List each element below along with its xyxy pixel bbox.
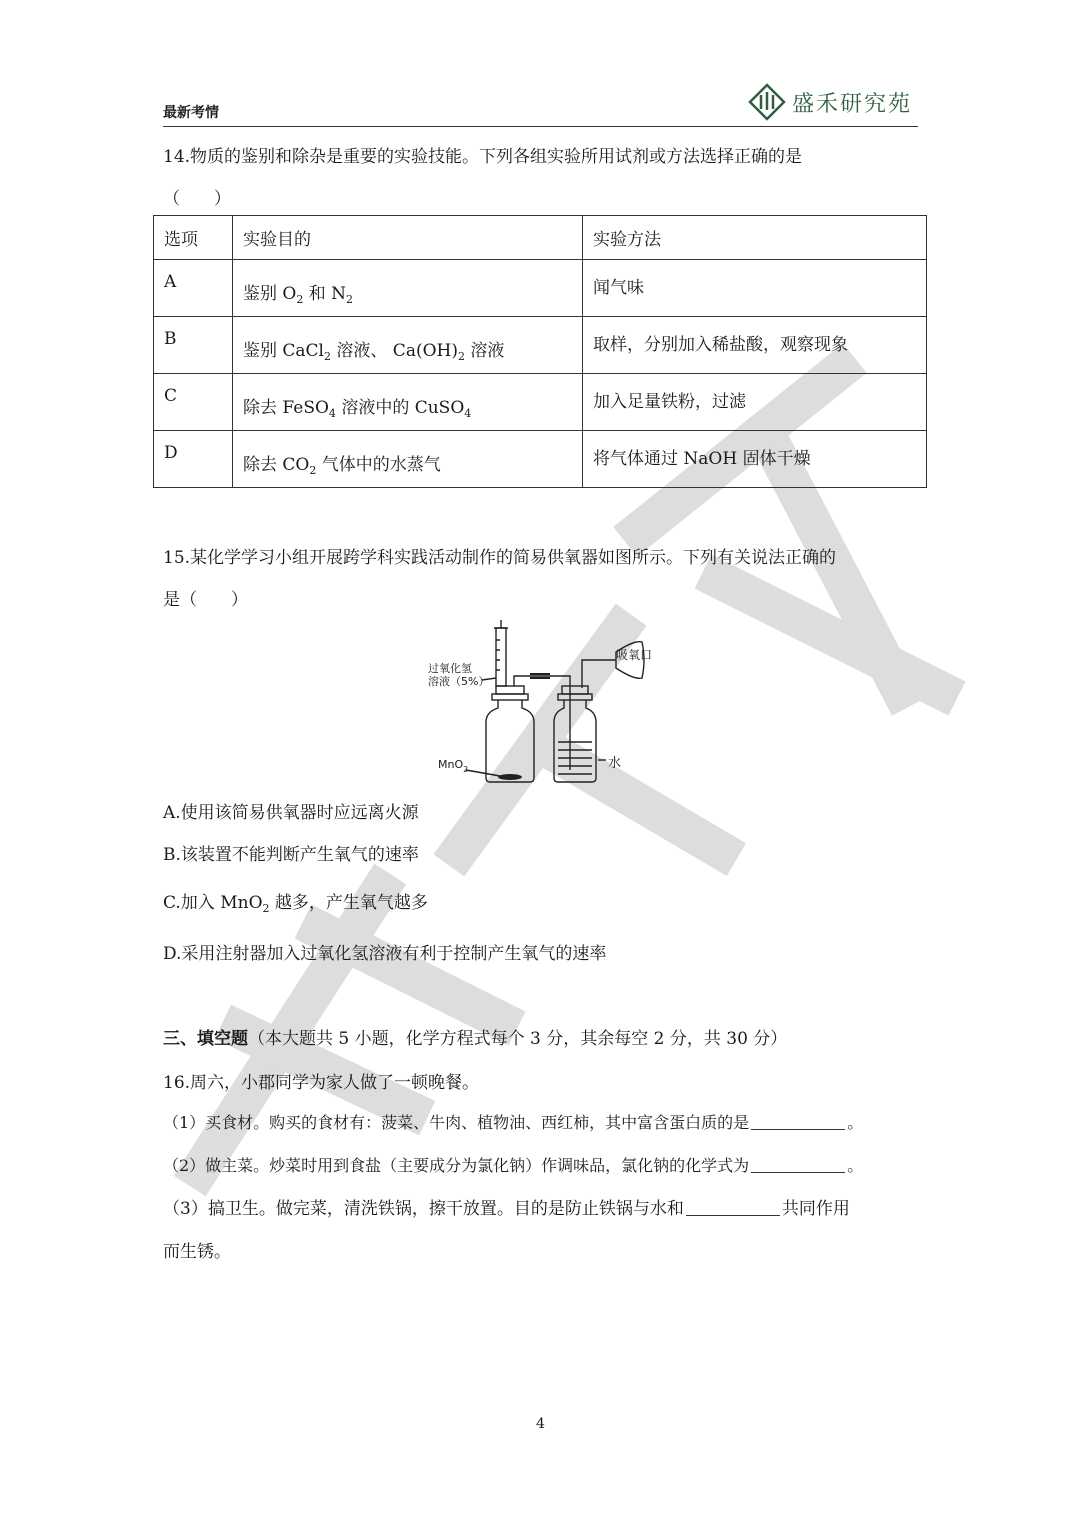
q15-option-c: C.加入 MnO$_2$ 越多，产生氧气越多 [163, 893, 428, 915]
table-header-method: 实验方法 [583, 216, 927, 260]
table-row [154, 260, 927, 317]
row-option: D [164, 443, 178, 463]
oxygen-generator-figure [420, 620, 670, 790]
row-option: A [164, 272, 177, 292]
table-row [154, 374, 927, 431]
mno2-label: MnO$_2$ [438, 758, 469, 774]
row-purpose: 除去 $CO_2$ 气体中的水蒸气 [243, 455, 441, 477]
syringe-label: 过氧化氢 溶液（5%） [428, 662, 490, 688]
q15-stem-line2: 是（ ） [163, 590, 248, 610]
row-method: 取样，分别加入稀盐酸，观察现象 [593, 335, 848, 355]
answer-blank[interactable] [686, 1199, 780, 1216]
logo-icon [748, 83, 786, 121]
row-option: C [164, 386, 178, 406]
page-number: 4 [536, 1416, 545, 1432]
answer-blank[interactable] [751, 1156, 845, 1173]
mouthpiece-label: 吸氧口 [616, 648, 653, 662]
water-label: 水 [608, 756, 622, 771]
row-option: B [164, 329, 177, 349]
row-purpose: 鉴别 CaCl$_2$ 溶液、 $Ca(OH)_2$ 溶液 [243, 341, 505, 363]
q14-stem: 14.物质的鉴别和除杂是重要的实验技能。下列各组实验所用试剂或方法选择正确的是 [163, 147, 803, 167]
row-method: 加入足量铁粉，过滤 [593, 392, 746, 412]
answer-blank[interactable] [751, 1113, 845, 1130]
table-header-option: 选项 [154, 216, 233, 260]
section-heading: 三、填空题（本大题共 5 小题，化学方程式每个 3 分，其余每空 2 分，共 30 分） [163, 1029, 788, 1049]
row-purpose: 除去 FeSO$_4$ 溶液中的 CuSO$_4$ [243, 398, 472, 420]
q15-option-d: D.采用注射器加入过氧化氢溶液有利于控制产生氧气的速率 [163, 944, 607, 964]
table-header-purpose: 实验目的 [233, 216, 583, 260]
row-method: 闻气味 [593, 278, 644, 298]
header-rule [163, 126, 918, 127]
q16-part1: （1）买食材。购买的食材有：菠菜、牛肉、植物油、西红柿，其中富含蛋白质的是 。 [163, 1113, 864, 1132]
row-method: 将气体通过 NaOH 固体干燥 [593, 449, 811, 469]
q16-part3-cont: 而生锈。 [163, 1242, 231, 1262]
q16-part2: （2）做主菜。炒菜时用到食盐（主要成分为氯化钠）作调味品，氯化钠的化学式为 。 [163, 1156, 864, 1175]
header-label: 最新考情 [163, 105, 219, 121]
logo-text: 盛禾研究苑 [792, 91, 913, 117]
q16-stem: 16.周六，小郡同学为家人做了一顿晚餐。 [163, 1073, 480, 1093]
table-row [154, 317, 927, 374]
q15-option-a: A.使用该简易供氧器时应远离火源 [163, 803, 419, 823]
row-purpose: 鉴别 $O_2$ 和 $N_2$ [243, 284, 354, 306]
q14-bracket: （ ） [163, 189, 231, 209]
q15-stem-line1: 15.某化学学习小组开展跨学科实践活动制作的简易供氧器如图所示。下列有关说法正确的 [163, 548, 837, 568]
q14-table [153, 215, 927, 488]
q16-part3: （3）搞卫生。做完菜，清洗铁锅，擦干放置。目的是防止铁锅与水和 共同作用 [163, 1199, 850, 1219]
table-header-row [154, 216, 927, 260]
brand-logo [748, 80, 920, 124]
q15-option-b: B.该装置不能判断产生氧气的速率 [163, 845, 419, 865]
table-row [154, 431, 927, 488]
